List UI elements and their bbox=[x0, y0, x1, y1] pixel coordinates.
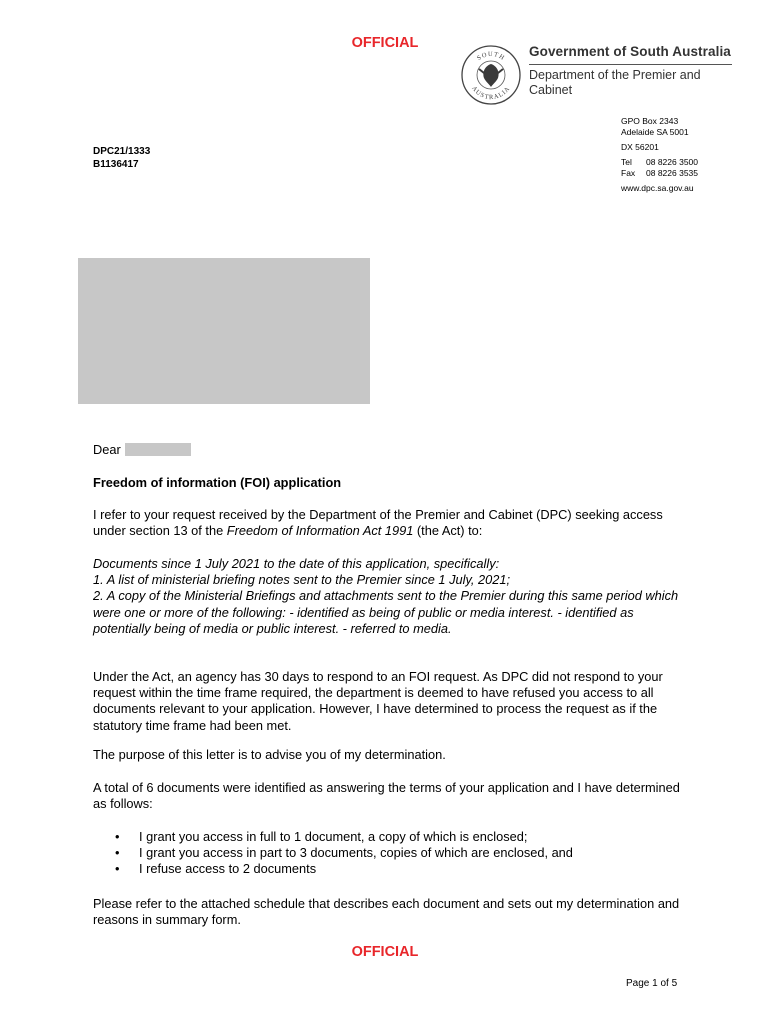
return-address bbox=[621, 116, 698, 194]
tel-label: Tel bbox=[621, 157, 632, 167]
tel-number: 08 8226 3500 bbox=[646, 157, 698, 167]
reference-numbers bbox=[93, 145, 150, 171]
paragraph-intro bbox=[93, 507, 683, 539]
letter-heading: Freedom of information (FOI) application bbox=[93, 475, 342, 490]
paragraph-schedule: Please refer to the attached schedule that describes each document and sets out my determination and reasons in summary form. bbox=[93, 896, 680, 928]
act-title: Freedom of Information Act 1991 bbox=[226, 523, 414, 539]
page-number: Page 1 of 5 bbox=[626, 978, 678, 989]
address-line-1: GPO Box 2343 bbox=[621, 116, 679, 126]
request-line-2: 1. A list of ministerial briefing notes sent to the Premier since 1 July, 2021; bbox=[93, 572, 511, 588]
redacted-recipient-name bbox=[125, 443, 191, 456]
address-dx: DX 56201 bbox=[621, 142, 659, 152]
svg-text:AUSTRALIA: AUSTRALIA bbox=[470, 85, 512, 102]
request-quote bbox=[93, 556, 683, 637]
address-fax bbox=[621, 168, 698, 179]
government-name: Government of South Australia bbox=[529, 44, 731, 59]
paragraph-timeframe: Under the Act, an agency has 30 days to respond to an FOI request. As DPC did not respond to your request within the time frame required, the department is deemed to have refused you access to all documents relevant to your application. However, I have determined to process the request as if the statutory time frame had been met. bbox=[93, 669, 663, 733]
logo-divider bbox=[529, 64, 732, 65]
salutation bbox=[93, 442, 683, 458]
classification-footer: OFFICIAL bbox=[351, 944, 419, 960]
list-item: • I grant you access in part to 3 documents, copies of which are enclosed, and bbox=[93, 845, 683, 861]
request-line-3: 2. A copy of the Ministerial Briefings and attachments sent to the Premier during this same period which were one or more of the following: - identified as being of public or media interest. - identified as potentially being of media or public interest. - referred to media. bbox=[93, 588, 679, 636]
request-line-1: Documents since 1 July 2021 to the date of this application, specifically: bbox=[93, 556, 500, 571]
intro-text-end: (the Act) to: bbox=[413, 523, 483, 539]
fax-number: 08 8226 3535 bbox=[646, 168, 698, 178]
department-name: Department of the Premier and Cabinet bbox=[529, 68, 701, 97]
paragraph-purpose: The purpose of this letter is to advise you of my determination. bbox=[93, 747, 446, 762]
intro-text-start: I refer to your request received by the Department of the Premier and Cabinet (DPC) seeking access under section 13 of the bbox=[93, 507, 663, 539]
list-item: • I grant you access in full to 1 document, a copy of which is enclosed; bbox=[93, 829, 683, 845]
determination-list bbox=[93, 829, 683, 878]
svg-text:SOUTH: SOUTH bbox=[475, 50, 507, 63]
list-item: • I refuse access to 2 documents bbox=[93, 861, 683, 877]
address-line-2: Adelaide SA 5001 bbox=[621, 127, 689, 137]
south-australia-seal-logo bbox=[460, 44, 522, 106]
classification-header: OFFICIAL bbox=[351, 35, 419, 51]
salutation-text: Dear bbox=[93, 442, 121, 457]
address-tel bbox=[621, 157, 698, 168]
reference-1: DPC21/1333 bbox=[93, 146, 151, 157]
fax-label: Fax bbox=[621, 168, 636, 178]
paragraph-documents: A total of 6 documents were identified as answering the terms of your application and I have determined as follows: bbox=[93, 780, 680, 812]
reference-2: B1136417 bbox=[93, 159, 139, 170]
redacted-recipient-address bbox=[78, 258, 370, 404]
address-web: www.dpc.sa.gov.au bbox=[621, 183, 694, 193]
